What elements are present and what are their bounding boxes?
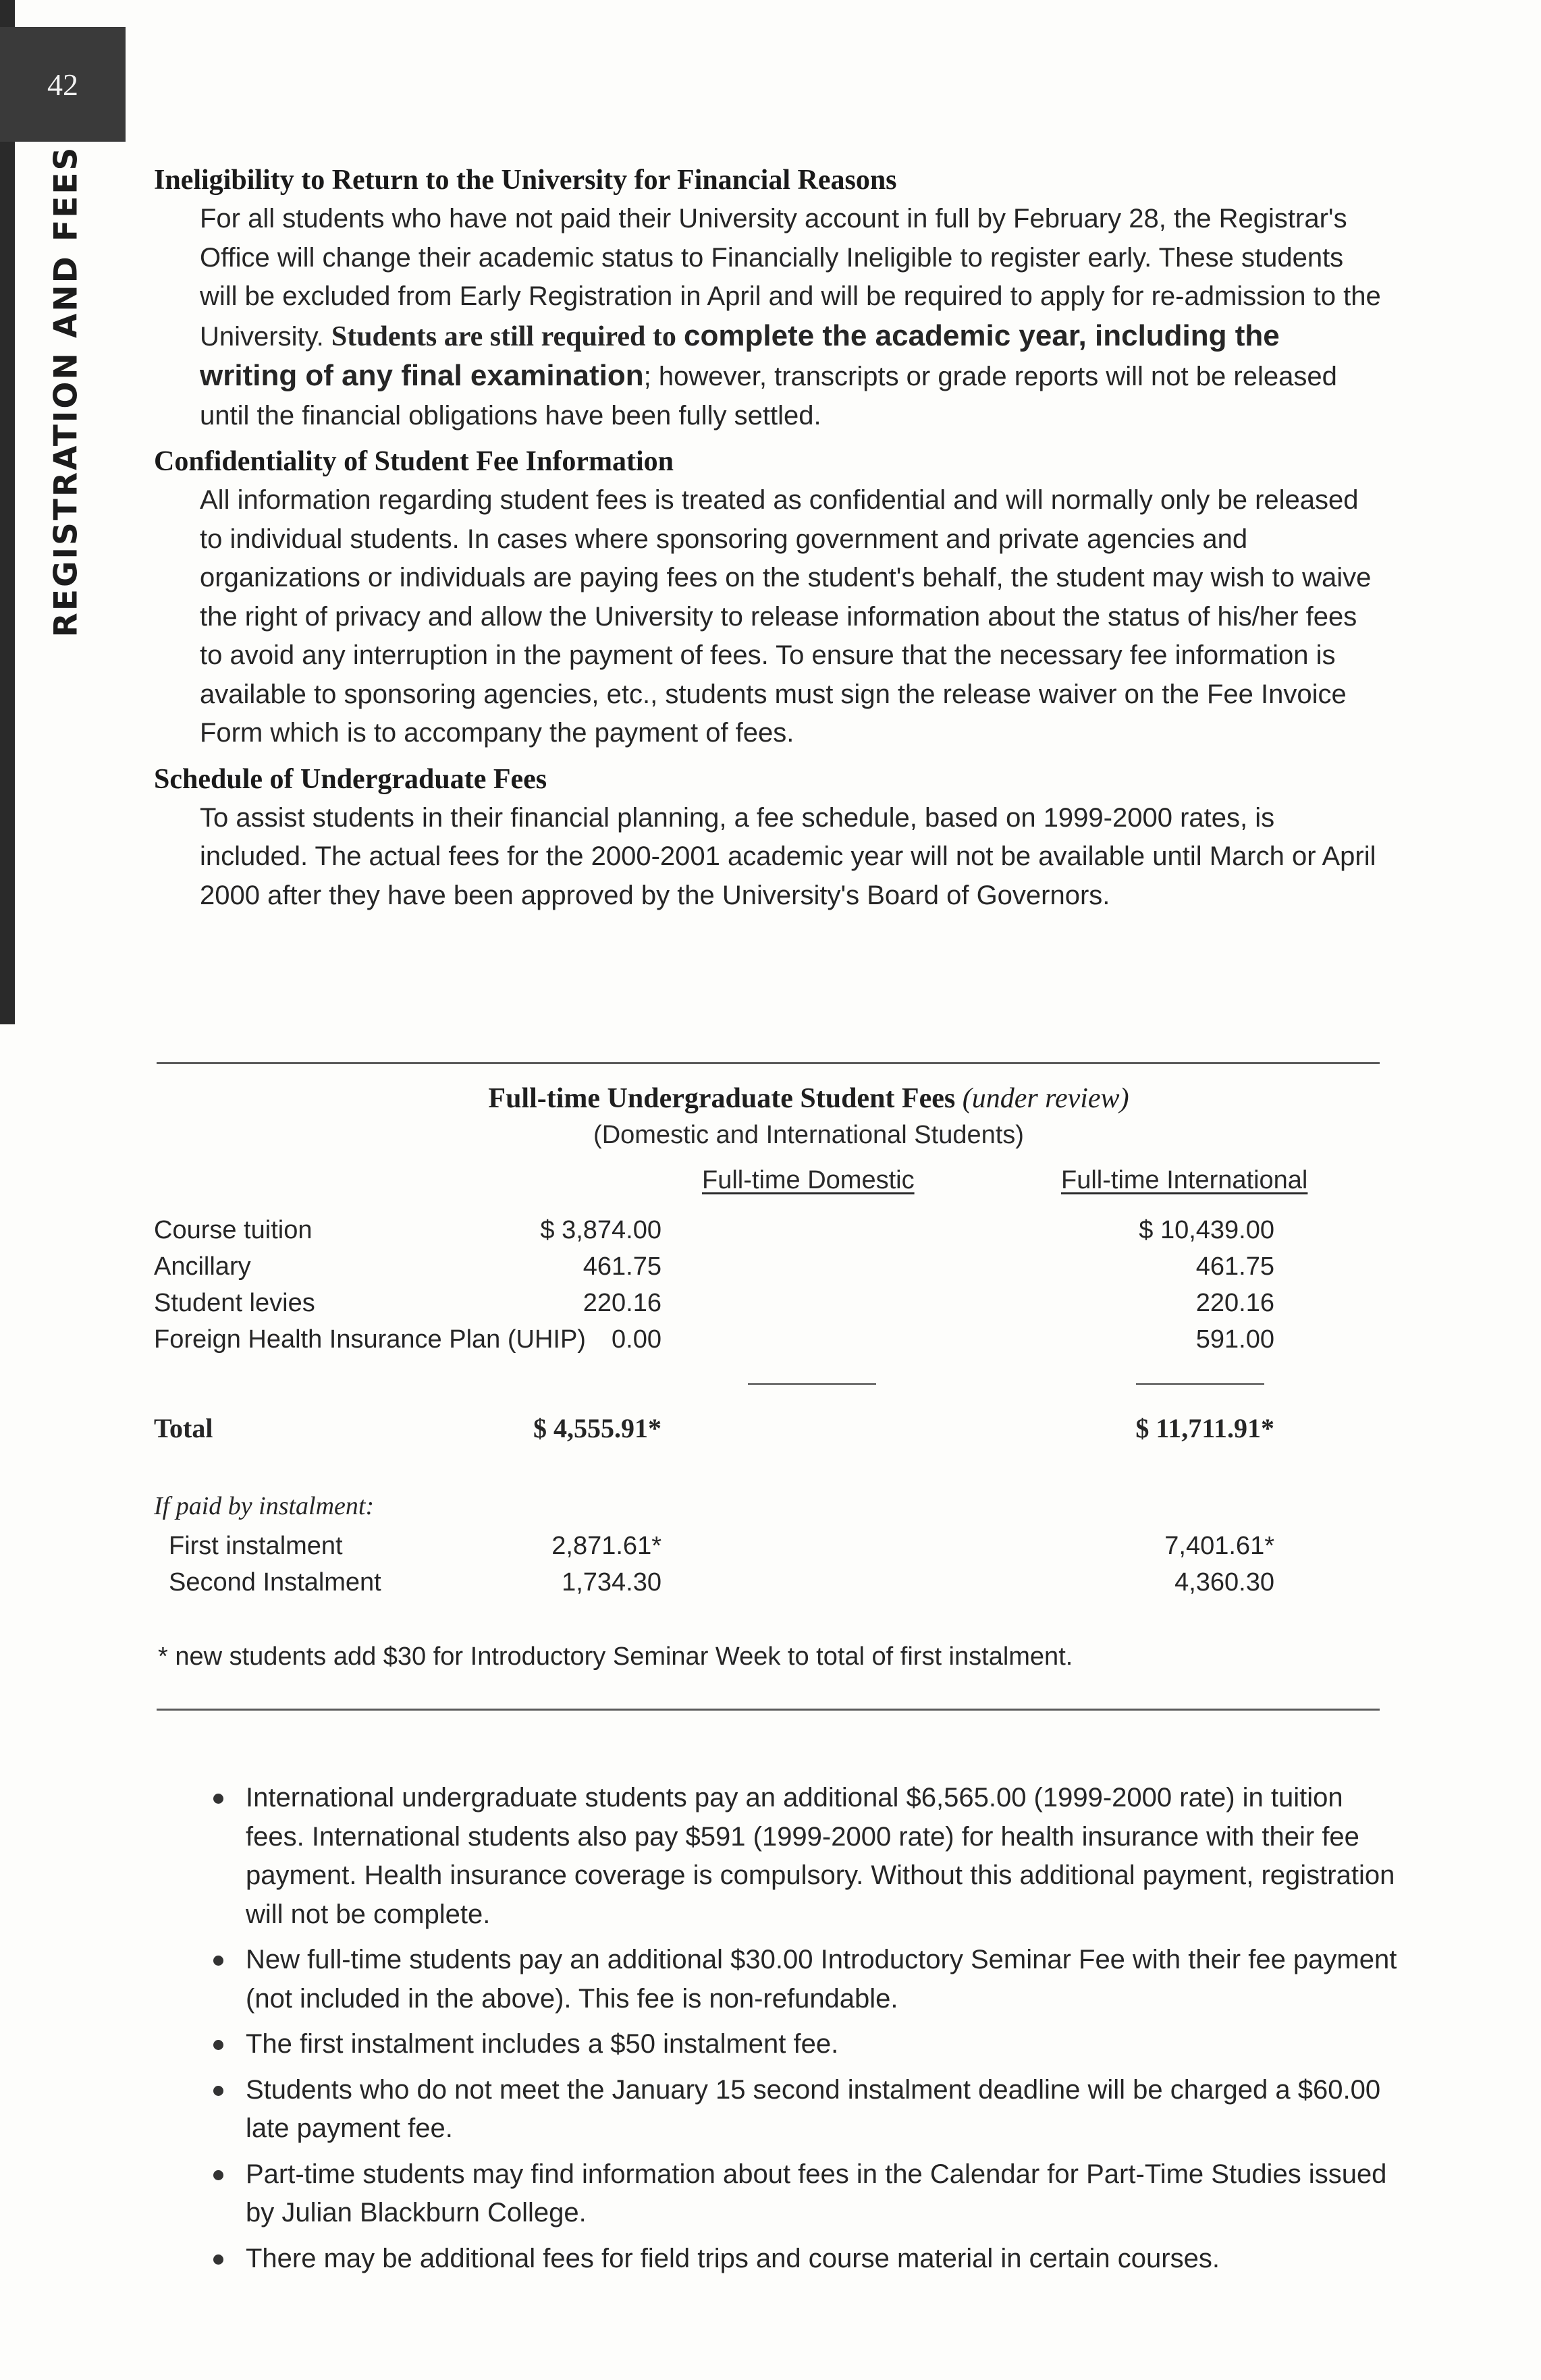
bullet-icon (213, 1956, 223, 1966)
row-label: Ancillary (154, 1252, 251, 1281)
list-item (202, 1779, 1404, 1934)
section-tab (34, 145, 99, 638)
total-domestic: $ 4,555.91* (533, 1413, 661, 1443)
domestic-value: 461.75 (583, 1252, 661, 1281)
paragraph-ineligibility-end: ; however, transcripts or grade reports will not be released until the financial obligations have been fully settled. (200, 362, 1337, 431)
instalment-international: 7,401.61* (1164, 1532, 1274, 1560)
table-row (154, 1248, 1382, 1285)
list-item-text: International undergraduate students pay an additional $6,565.00 (1999-2000 rate) in tuition fees. International students also pay $591 (1999-2000 rate) for health insurance with their fee payment. Health insurance coverage is compulsory. Without this additional payment, registration will not be complete. (246, 1783, 1395, 1929)
fee-table-title-note: (under review) (962, 1083, 1129, 1114)
list-item-text: There may be additional fees for field trips and course material in certain courses. (246, 2243, 1220, 2273)
row-label: Course tuition (154, 1216, 313, 1244)
list-item-text: Part-time students may find information about fees in the Calendar for Part-Time Studies issued by Julian Blackburn College. (246, 2159, 1387, 2227)
domestic-value: 220.16 (583, 1289, 661, 1317)
instalment-row-label: First instalment (169, 1532, 343, 1560)
bullet-icon (213, 2040, 223, 2050)
list-item (202, 1941, 1404, 2018)
fee-notes-list (202, 1779, 1404, 2285)
total-international: $ 11,711.91* (1135, 1413, 1274, 1443)
domestic-value: $ 3,874.00 (540, 1216, 661, 1244)
list-item-text: New full-time students pay an additional $30.00 Introductory Seminar Fee with their fee payment (not included in the above). This fee is non-refundable. (246, 1945, 1397, 2014)
list-item (202, 2071, 1404, 2149)
sum-line-international (1136, 1383, 1264, 1385)
list-item (202, 2240, 1404, 2279)
instalment-domestic: 1,734.30 (562, 1568, 661, 1597)
fee-table-title (154, 1080, 1382, 1117)
international-value: 591.00 (1195, 1325, 1274, 1354)
paragraph-ineligibility-start: For all students who have not paid their University account in full by February 28, the Registrar's Office will change their academic status to Financially Ineligible to register early. These students will be excluded from Early Registration in April and will be required to apply for re-admission to the University. (200, 204, 1381, 352)
fee-table-title-main: Full-time Undergraduate Student Fees (488, 1083, 956, 1114)
fee-table (154, 1080, 1382, 1687)
paragraph-schedule: To assist students in their financial planning, a fee schedule, based on 1999-2000 rates, is included. The actual fees for the 2000-2001 academic year will not be available until March or April 2000 after they have been approved by the University's Board of Governors. (200, 802, 1376, 910)
domestic-value: 0.00 (612, 1325, 661, 1354)
paragraph-confidentiality: All information regarding student fees is treated as confidential and will normally only be released to individual students. In cases where sponsoring government and private agencies and organizations or individuals are paying fees on the student's behalf, the student may wish to waive the right of privacy and allow the University to release information about the status of his/her fees to avoid any interruption in the payment of fees. To ensure that the necessary fee information is available to sponsoring agencies, etc., students must sign the release waiver on the Fee Invoice Form which is to accompany the payment of fees. (200, 485, 1372, 748)
bullet-icon (213, 1794, 223, 1804)
list-item-text: Students who do not meet the January 15 second instalment deadline will be charged a $60.00 late payment fee. (246, 2074, 1381, 2143)
section-tab-label: REGISTRATION AND FEES (47, 145, 85, 638)
international-value: 220.16 (1195, 1289, 1274, 1317)
list-item-text: The first instalment includes a $50 instalment fee. (246, 2029, 839, 2059)
heading-ineligibility: Ineligibility to Return to the University for Financial Reasons (154, 165, 897, 196)
paragraph-ineligibility (200, 200, 1382, 435)
list-item (202, 2025, 1404, 2064)
table-row (154, 1212, 1382, 1248)
instalment-row (154, 1564, 1382, 1601)
list-item (202, 2155, 1404, 2233)
total-row (154, 1410, 1382, 1447)
divider-top (157, 1062, 1380, 1064)
column-header-domestic: Full-time Domestic (702, 1166, 915, 1194)
divider-bottom (157, 1709, 1380, 1711)
table-row (154, 1285, 1382, 1321)
fee-table-footnote: * new students add $30 for Introductory Seminar Week to total of first instalment. (158, 1642, 1073, 1671)
bullet-icon (213, 2086, 223, 2096)
sum-line-domestic (748, 1383, 876, 1385)
instalment-international: 4,360.30 (1174, 1568, 1274, 1597)
international-value: 461.75 (1195, 1252, 1274, 1281)
paragraph-ineligibility-bold-2: complete the academic year, including the writing of any final examination (200, 319, 1280, 392)
instalment-row (154, 1528, 1382, 1564)
paragraph-ineligibility-bold-1: Students are still required to (331, 321, 676, 352)
fee-table-subtitle: (Domestic and International Students) (593, 1121, 1024, 1149)
total-label: Total (154, 1413, 213, 1443)
column-header-international: Full-time International (1061, 1166, 1308, 1194)
page-number: 42 (47, 67, 78, 102)
row-label: Student levies (154, 1289, 315, 1317)
instalment-label: If paid by instalment: (154, 1492, 375, 1520)
side-bar (0, 0, 15, 1024)
heading-confidentiality: Confidentiality of Student Fee Information (154, 446, 674, 477)
main-content (154, 161, 1382, 922)
instalment-row-label: Second Instalment (169, 1568, 381, 1597)
heading-schedule: Schedule of Undergraduate Fees (154, 763, 547, 795)
bullet-icon (213, 2254, 223, 2265)
international-value: $ 10,439.00 (1139, 1216, 1274, 1244)
page-number-box (0, 27, 126, 142)
table-row (154, 1321, 1382, 1358)
row-label: Foreign Health Insurance Plan (UHIP) (154, 1325, 586, 1354)
instalment-domestic: 2,871.61* (551, 1532, 661, 1560)
bullet-icon (213, 2170, 223, 2180)
